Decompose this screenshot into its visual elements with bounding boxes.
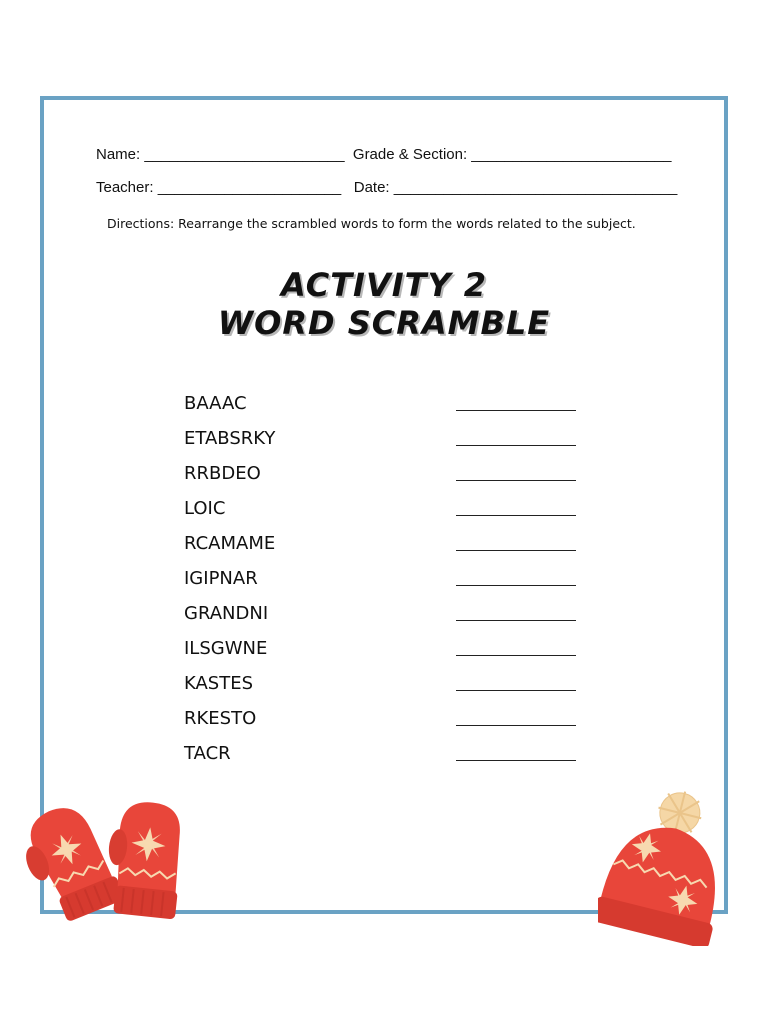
answer-blank: [456, 585, 576, 586]
word-row: [184, 428, 584, 463]
answer-blank: [456, 725, 576, 726]
scrambled-word: BAAAC: [184, 393, 247, 414]
word-list: [184, 393, 584, 778]
scrambled-word: RKESTO: [184, 708, 257, 729]
word-row: [184, 393, 584, 428]
activity-subtitle: WORD SCRAMBLE: [217, 304, 551, 342]
word-row: [184, 498, 584, 533]
word-row: [184, 568, 584, 603]
scrambled-word: GRANDNI: [184, 603, 269, 624]
directions-text: Directions: Rearrange the scrambled words to form the words related to the subject.: [107, 216, 636, 231]
activity-title: ACTIVITY 2: [280, 266, 488, 304]
scrambled-word: ETABSRKY: [184, 428, 276, 449]
scrambled-word: KASTES: [184, 673, 254, 694]
word-row: [184, 603, 584, 638]
answer-blank: [456, 620, 576, 621]
answer-blank: [456, 690, 576, 691]
scrambled-word: TACR: [184, 743, 231, 764]
scrambled-word: IGIPNAR: [184, 568, 258, 589]
scrambled-word: ILSGWNE: [184, 638, 268, 659]
answer-blank: [456, 655, 576, 656]
answer-blank: [456, 760, 576, 761]
answer-blank: [456, 445, 576, 446]
word-row: [184, 533, 584, 568]
answer-blank: [456, 480, 576, 481]
word-row: [184, 743, 584, 778]
teacher-date-line: Teacher: ______________________ Date: __________________________________: [96, 179, 678, 196]
word-row: [184, 463, 584, 498]
scrambled-word: RCAMAME: [184, 533, 276, 554]
name-grade-line: Name: ________________________ Grade & Section: ________________________: [96, 146, 672, 163]
winter-hat-icon: [598, 786, 722, 946]
word-row: [184, 638, 584, 673]
answer-blank: [456, 515, 576, 516]
answer-blank: [456, 550, 576, 551]
word-row: [184, 708, 584, 743]
scrambled-word: LOIC: [184, 498, 226, 519]
mittens-icon: [24, 798, 188, 930]
word-row: [184, 673, 584, 708]
scrambled-word: RRBDEO: [184, 463, 261, 484]
answer-blank: [456, 410, 576, 411]
